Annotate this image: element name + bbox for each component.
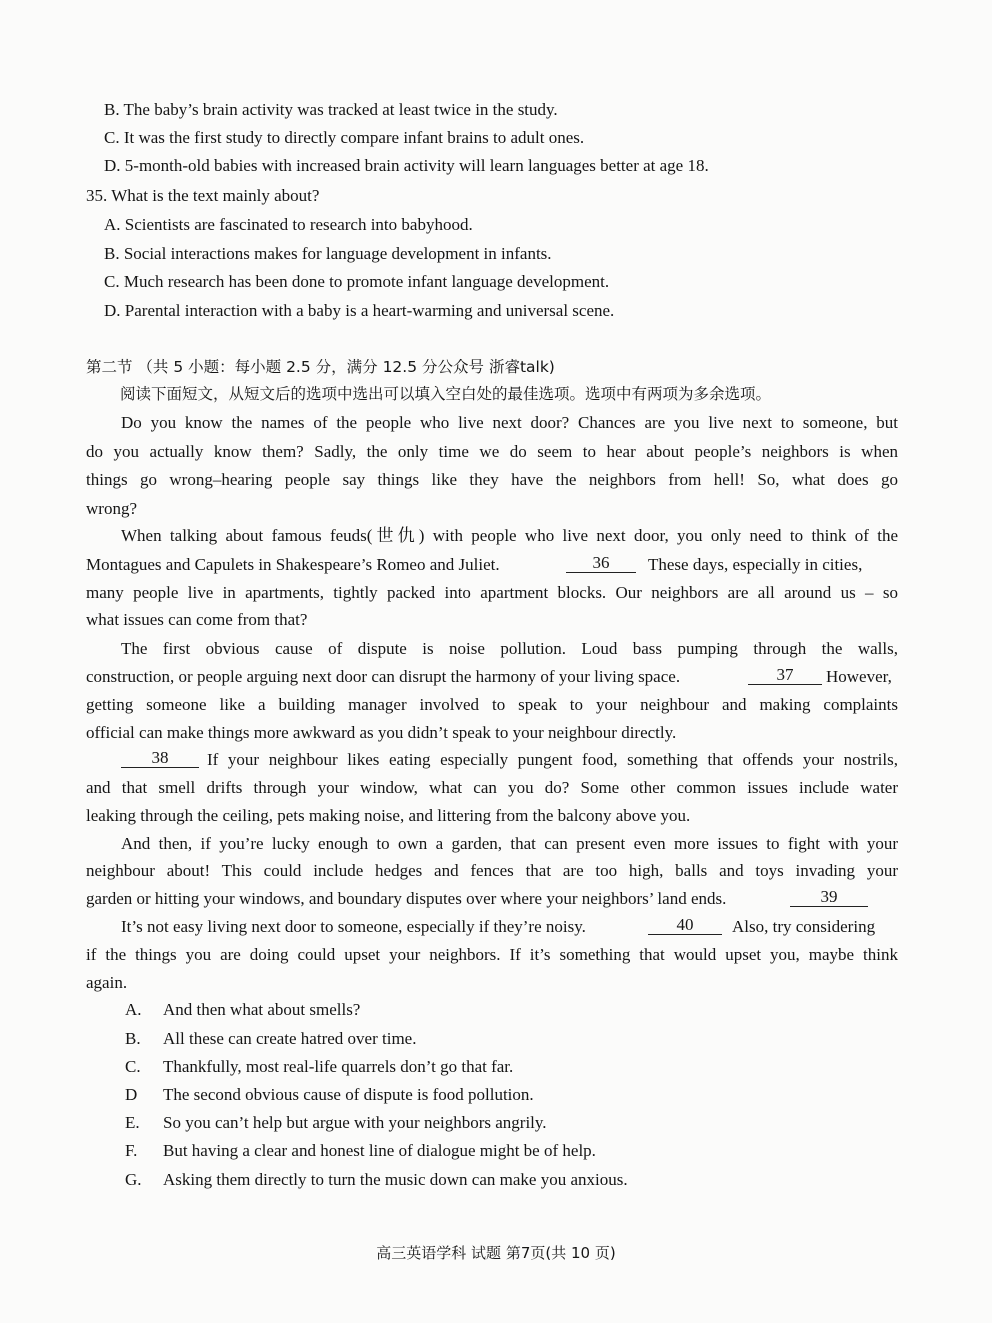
p4-line-1: If your neighbour likes eating especially pungent food, something that offends your nostrils, xyxy=(207,750,898,769)
blank-37[interactable]: 37 xyxy=(748,666,822,685)
option-key: F. xyxy=(125,1141,138,1160)
option-c xyxy=(125,1056,513,1078)
p5-line-3: garden or hitting your windows, and boundary disputes over where your neighbors’ land ends. xyxy=(86,889,727,908)
p3-line-4: official can make things more awkward as you didn’t speak to your neighbour directly. xyxy=(86,723,677,742)
option-key: D xyxy=(125,1085,138,1104)
p2-line-3: many people live in apartments, tightly packed into apartment blocks. Our neighbors are all around us – so xyxy=(86,583,898,602)
option-text: Thankfully, most real-life quarrels don’t go that far. xyxy=(163,1057,514,1076)
p5-line-2: neighbour about! This could include hedges and fences that are too high, balls and toys invading your xyxy=(86,861,898,880)
q35-stem: 35. What is the text mainly about? xyxy=(86,186,320,205)
p2-line-4: what issues can come from that? xyxy=(86,610,308,629)
p5-line-1: And then, if you’re lucky enough to own a garden, that can present even more issues to fight with your xyxy=(121,834,898,853)
option-b xyxy=(125,1028,416,1050)
blank-39[interactable]: 39 xyxy=(790,888,868,907)
option-text: And then what about smells? xyxy=(163,1000,361,1019)
p1-line-2: do you actually know them? Sadly, the only time we do seem to hear about people’s neighbors is when xyxy=(86,442,898,461)
p6-line-2: if the things you are doing could upset your neighbors. If it’s something that would upset you, maybe think xyxy=(86,945,898,964)
option-text: But having a clear and honest line of dialogue might be of help. xyxy=(163,1141,596,1160)
q35-option-d: D. Parental interaction with a baby is a heart-warming and universal scene. xyxy=(104,301,615,320)
option-key: C. xyxy=(125,1057,141,1076)
p4-line-2: and that smell drifts through your window, what can you do? Some other common issues include water xyxy=(86,778,898,797)
p1-line-1: Do you know the names of the people who live next door? Chances are you live next to someone, but xyxy=(121,413,898,432)
option-g xyxy=(125,1169,628,1191)
option-key: B. xyxy=(125,1029,141,1048)
p1-line-4: wrong? xyxy=(86,499,137,518)
q34-option-d: D. 5-month-old babies with increased brain activity will learn languages better at age 18. xyxy=(104,156,709,175)
option-key: G. xyxy=(125,1170,142,1189)
p3-line-1: The first obvious cause of dispute is noise pollution. Loud bass pumping through the walls, xyxy=(121,639,898,658)
option-text: So you can’t help but argue with your neighbors angrily. xyxy=(163,1113,547,1132)
p3-line-2-end: However, xyxy=(826,667,892,686)
q35-option-c: C. Much research has been done to promote infant language development. xyxy=(104,272,610,291)
option-text: Asking them directly to turn the music down can make you anxious. xyxy=(163,1170,628,1189)
option-text: The second obvious cause of dispute is food pollution. xyxy=(163,1085,534,1104)
option-key: E. xyxy=(125,1113,140,1132)
p1-line-3: things go wrong–hearing people say things like they have the neighbors from hell! So, what does go xyxy=(86,470,898,489)
blank-36[interactable]: 36 xyxy=(566,554,636,573)
option-text: All these can create hatred over time. xyxy=(163,1029,417,1048)
p6-line-3: again. xyxy=(86,973,128,992)
p2-line-2-end: These days, especially in cities, xyxy=(648,555,863,574)
option-d xyxy=(125,1084,534,1106)
option-a xyxy=(125,999,360,1021)
p2-line-1: When talking about famous feuds(世仇) with people who live next door, you only need to think of the xyxy=(121,526,898,545)
blank-40[interactable]: 40 xyxy=(648,916,722,935)
p2-line-2-start: Montagues and Capulets in Shakespeare’s Romeo and Juliet. xyxy=(86,555,500,574)
p6-line-1-end: Also, try considering xyxy=(732,917,876,936)
q35-option-a: A. Scientists are fascinated to research into babyhood. xyxy=(104,215,473,234)
q35-option-b: B. Social interactions makes for language development in infants. xyxy=(104,244,552,263)
blank-38[interactable]: 38 xyxy=(121,749,199,768)
p6-line-1-start: It’s not easy living next door to someone, especially if they’re noisy. xyxy=(121,917,586,936)
section-header: 第二节 （共 5 小题：每小题 2.5 分，满分 12.5 分公众号 浙睿talk) xyxy=(86,358,555,376)
p4-line-3: leaking through the ceiling, pets making noise, and littering from the balcony above you. xyxy=(86,806,691,825)
page-footer: 高三英语学科 试题 第7页(共 10 页) xyxy=(376,1244,616,1262)
q34-option-c: C. It was the first study to directly compare infant brains to adult ones. xyxy=(104,128,585,147)
option-key: A. xyxy=(125,1000,142,1019)
p3-line-2-start: construction, or people arguing next door can disrupt the harmony of your living space. xyxy=(86,667,681,686)
q34-option-b: B. The baby’s brain activity was tracked at least twice in the study. xyxy=(104,100,558,119)
option-f xyxy=(125,1140,596,1162)
p3-line-3: getting someone like a building manager involved to speak to your neighbour and making complaints xyxy=(86,695,898,714)
option-e xyxy=(125,1112,547,1134)
section-instruction: 阅读下面短文，从短文后的选项中选出可以填入空白处的最佳选项。选项中有两项为多余选项。 xyxy=(120,385,772,403)
